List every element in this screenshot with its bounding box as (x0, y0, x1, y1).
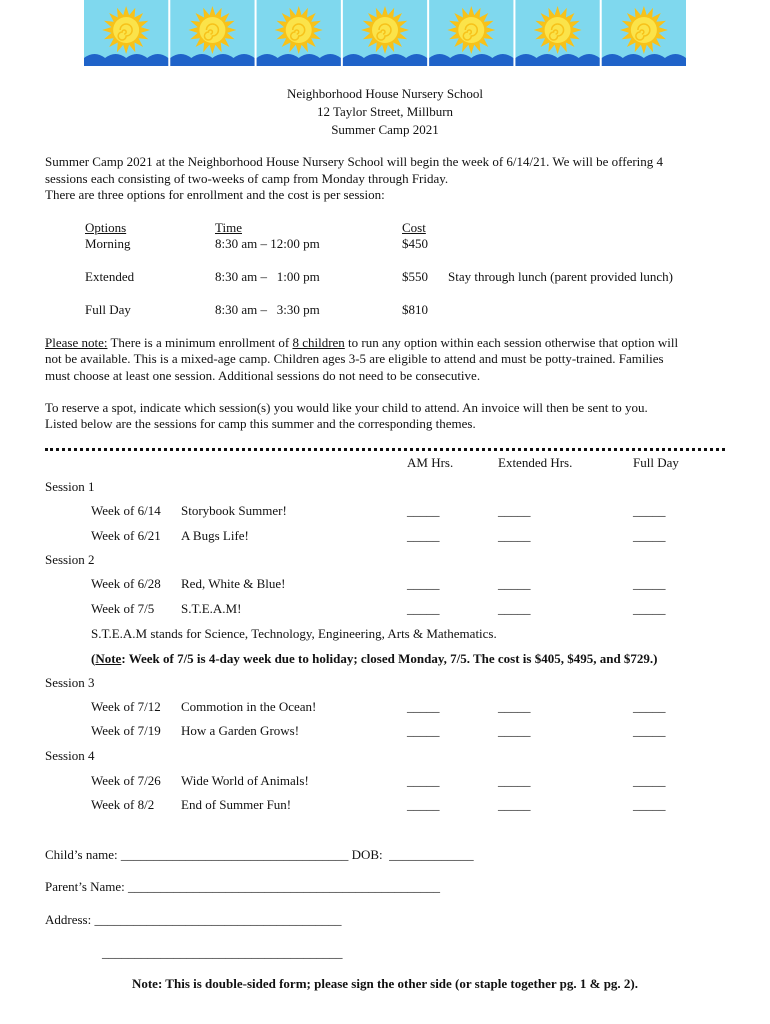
time-morning: 8:30 am – 12:00 pm (215, 236, 320, 251)
reserve-line-1: To reserve a spot, indicate which session(s) you would like your child to attend. An invoice will then be sent to you. (45, 400, 648, 415)
dotted-divider (45, 448, 725, 451)
week-6-14: Week of 6/14 (91, 503, 161, 518)
program-title: Summer Camp 2021 (331, 122, 439, 137)
blank-full-7-19[interactable]: _____ (633, 723, 666, 738)
please-note-line-3: must choose at least one session. Additional sessions do not need to be consecutive. (45, 368, 481, 383)
session-3-label: Session 3 (45, 675, 95, 690)
blank-am-6-21[interactable]: _____ (407, 528, 440, 543)
week-7-12: Week of 7/12 (91, 699, 161, 714)
cost-header: Cost (402, 220, 426, 235)
child-name-label: Child’s name: (45, 847, 121, 862)
week-6-21: Week of 6/21 (91, 528, 161, 543)
blank-ext-8-2[interactable]: _____ (498, 797, 531, 812)
parent-name-row (45, 879, 440, 895)
sun-banner-image (83, 0, 687, 68)
time-header: Time (215, 220, 242, 235)
week-8-2: Week of 8/2 (91, 797, 155, 812)
blank-full-6-21[interactable]: _____ (633, 528, 666, 543)
blank-ext-7-5[interactable]: _____ (498, 601, 531, 616)
sun-tile (343, 0, 427, 66)
footer-note: Note: This is double-sided form; please sign the other side (or staple together pg. 1 & pg. 2). (131, 976, 639, 991)
blank-full-6-28[interactable]: _____ (633, 576, 666, 591)
theme-6-21: A Bugs Life! (181, 528, 249, 543)
blank-am-7-12[interactable]: _____ (407, 699, 440, 714)
sun-tile (170, 0, 254, 66)
option-extended: Extended (85, 269, 135, 284)
blank-full-7-26[interactable]: _____ (633, 773, 666, 788)
session-1-label: Session 1 (45, 479, 95, 494)
blank-ext-6-21[interactable]: _____ (498, 528, 531, 543)
blank-ext-7-26[interactable]: _____ (498, 773, 531, 788)
blank-ext-7-19[interactable]: _____ (498, 723, 531, 738)
week-6-28: Week of 6/28 (91, 576, 161, 591)
options-header: Options (85, 220, 127, 235)
time-full-day: 8:30 am – 3:30 pm (215, 302, 320, 317)
col-extended-hrs: Extended Hrs. (498, 455, 573, 470)
school-address: 12 Taylor Street, Millburn (316, 104, 454, 119)
parent-name-field[interactable]: ________________________________________________ (128, 879, 441, 894)
please-note-line-1: Please note: There is a minimum enrollment of 8 children to run any option within each session otherwise that option will (45, 335, 679, 350)
blank-am-6-14[interactable]: _____ (407, 503, 440, 518)
theme-7-26: Wide World of Animals! (181, 773, 309, 788)
week-7-5: Week of 7/5 (91, 601, 155, 616)
sun-tile (429, 0, 513, 66)
blank-full-8-2[interactable]: _____ (633, 797, 666, 812)
time-extended: 8:30 am – 1:00 pm (215, 269, 320, 284)
intro-line-2: sessions each consisting of two-weeks of camp from Monday through Friday. (45, 171, 449, 186)
blank-ext-7-12[interactable]: _____ (498, 699, 531, 714)
intro-line-1: Summer Camp 2021 at the Neighborhood House Nursery School will begin the week of 6/14/21. We will be offering 4 (45, 154, 664, 169)
col-full-day: Full Day (633, 455, 679, 470)
blank-am-8-2[interactable]: _____ (407, 797, 440, 812)
week-7-19: Week of 7/19 (91, 723, 161, 738)
parent-name-label: Parent’s Name: (45, 879, 129, 894)
cost-extended: $550 (402, 269, 428, 284)
week-7-26: Week of 7/26 (91, 773, 161, 788)
blank-full-7-5[interactable]: _____ (633, 601, 666, 616)
blank-am-7-26[interactable]: _____ (407, 773, 440, 788)
blank-am-7-5[interactable]: _____ (407, 601, 440, 616)
sun-tile (515, 0, 599, 66)
session-2-label: Session 2 (45, 552, 95, 567)
sun-tile (257, 0, 341, 66)
address-field-line-2[interactable]: _____________________________________ (102, 945, 343, 960)
address-label: Address: (45, 912, 95, 927)
child-name-field[interactable]: ___________________________________ (120, 847, 349, 862)
note-extended: Stay through lunch (parent provided lunch) (448, 269, 673, 284)
dob-field[interactable]: _____________ (389, 847, 474, 862)
option-full-day: Full Day (85, 302, 131, 317)
blank-ext-6-28[interactable]: _____ (498, 576, 531, 591)
please-note-line-2: not be available. This is a mixed-age camp. Children ages 3-5 are eligible to attend and must be potty-trained. Families (45, 351, 664, 366)
blank-ext-6-14[interactable]: _____ (498, 503, 531, 518)
child-name-row (45, 847, 474, 863)
sun-tile (84, 0, 168, 66)
blank-full-7-12[interactable]: _____ (633, 699, 666, 714)
theme-6-14: Storybook Summer! (181, 503, 287, 518)
intro-line-3: There are three options for enrollment and the cost is per session: (45, 187, 385, 202)
school-name: Neighborhood House Nursery School (286, 86, 484, 101)
address-field[interactable]: ______________________________________ (94, 912, 342, 927)
holiday-note: (Note: Week of 7/5 is 4-day week due to holiday; closed Monday, 7/5. The cost is $405, $495, and $729.) (91, 651, 658, 666)
steam-note: S.T.E.A.M stands for Science, Technology, Engineering, Arts & Mathematics. (91, 626, 497, 641)
sun-tile (602, 0, 686, 66)
blank-am-7-19[interactable]: _____ (407, 723, 440, 738)
session-4-label: Session 4 (45, 748, 95, 763)
theme-8-2: End of Summer Fun! (181, 797, 292, 812)
cost-morning: $450 (402, 236, 428, 251)
theme-7-19: How a Garden Grows! (181, 723, 300, 738)
theme-7-5: S.T.E.A.M! (181, 601, 242, 616)
theme-7-12: Commotion in the Ocean! (181, 699, 317, 714)
cost-full-day: $810 (402, 302, 428, 317)
reserve-line-2: Listed below are the sessions for camp this summer and the corresponding themes. (45, 416, 476, 431)
blank-am-6-28[interactable]: _____ (407, 576, 440, 591)
blank-full-6-14[interactable]: _____ (633, 503, 666, 518)
address-row (45, 912, 341, 928)
option-morning: Morning (85, 236, 131, 251)
col-am-hrs: AM Hrs. (407, 455, 454, 470)
dob-label: DOB: (348, 847, 390, 862)
theme-6-28: Red, White & Blue! (181, 576, 286, 591)
